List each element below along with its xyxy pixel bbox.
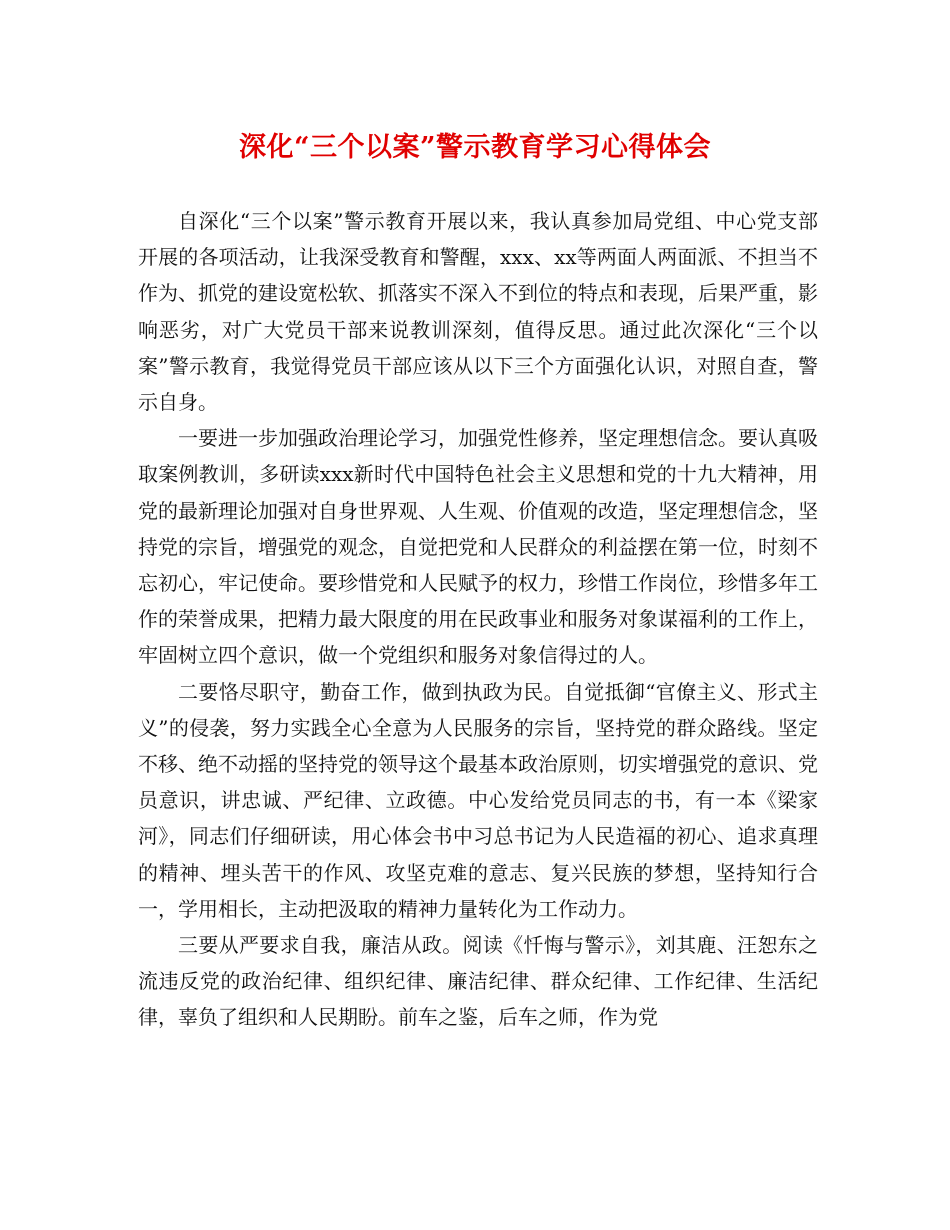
paragraph-point-one: 一要进一步加强政治理论学习，加强党性修养，坚定理想信念。要认真吸取案例教训，多研读xxx新时代中国特色社会主义思想和党的十九大精神，用党的最新理论加强对自身世界观、人生观、价值观的改造，坚定理想信念，坚持党的宗旨，增强党的观念，自觉把党和人民群众的利益摆在第一位，时刻不忘初心，牢记使命。要珍惜党和人民赋予的权力，珍惜工作岗位，珍惜多年工作的荣誉成果，把精力最大限度的用在民政事业和服务对象谋福利的工作上，牢固树立四个意识，做一个党组织和服务对象信得过的人。	[138, 426, 818, 668]
paragraph-intro: 自深化“三个以案”警示教育开展以来，我认真参加局党组、中心党支部开展的各项活动，让我深受教育和警醒，xxx、xx等两面人两面派、不担当不作为、抓党的建设宽松软、抓落实不深入不到位的特点和表现，后果严重，影响恶劣，对广大党员干部来说教训深刻，值得反思。通过此次深化“三个以案”警示教育，我觉得党员干部应该从以下三个方面强化认识，对照自查，警示自身。	[138, 209, 818, 415]
document-body	[138, 203, 818, 1036]
document-title: 深化“三个以案”警示教育学习心得体会	[238, 132, 712, 163]
paragraph-point-three: 三要从严要求自我，廉洁从政。阅读《忏悔与警示》，刘其鹿、汪恕东之流违反党的政治纪律、组织纪律、廉洁纪律、群众纪律、工作纪律、生活纪律，辜负了组织和人民期盼。前车之鉴，后车之师，作为党	[138, 933, 818, 1030]
paragraph-point-two: 二要恪尽职守，勤奋工作，做到执政为民。自觉抵御“官僚主义、形式主义”的侵袭，努力实践全心全意为人民服务的宗旨，坚持党的群众路线。坚定不移、绝不动摇的坚持党的领导这个最基本政治原则，切实增强党的意识、党员意识，讲忠诚、严纪律、立政德。中心发给党员同志的书，有一本《梁家河》，同志们仔细研读，用心体会书中习总书记为人民造福的初心、追求真理的精神、埋头苦干的作风、攻坚克难的意志、复兴民族的梦想，坚持知行合一，学用相长，主动把汲取的精神力量转化为工作动力。	[138, 679, 818, 921]
